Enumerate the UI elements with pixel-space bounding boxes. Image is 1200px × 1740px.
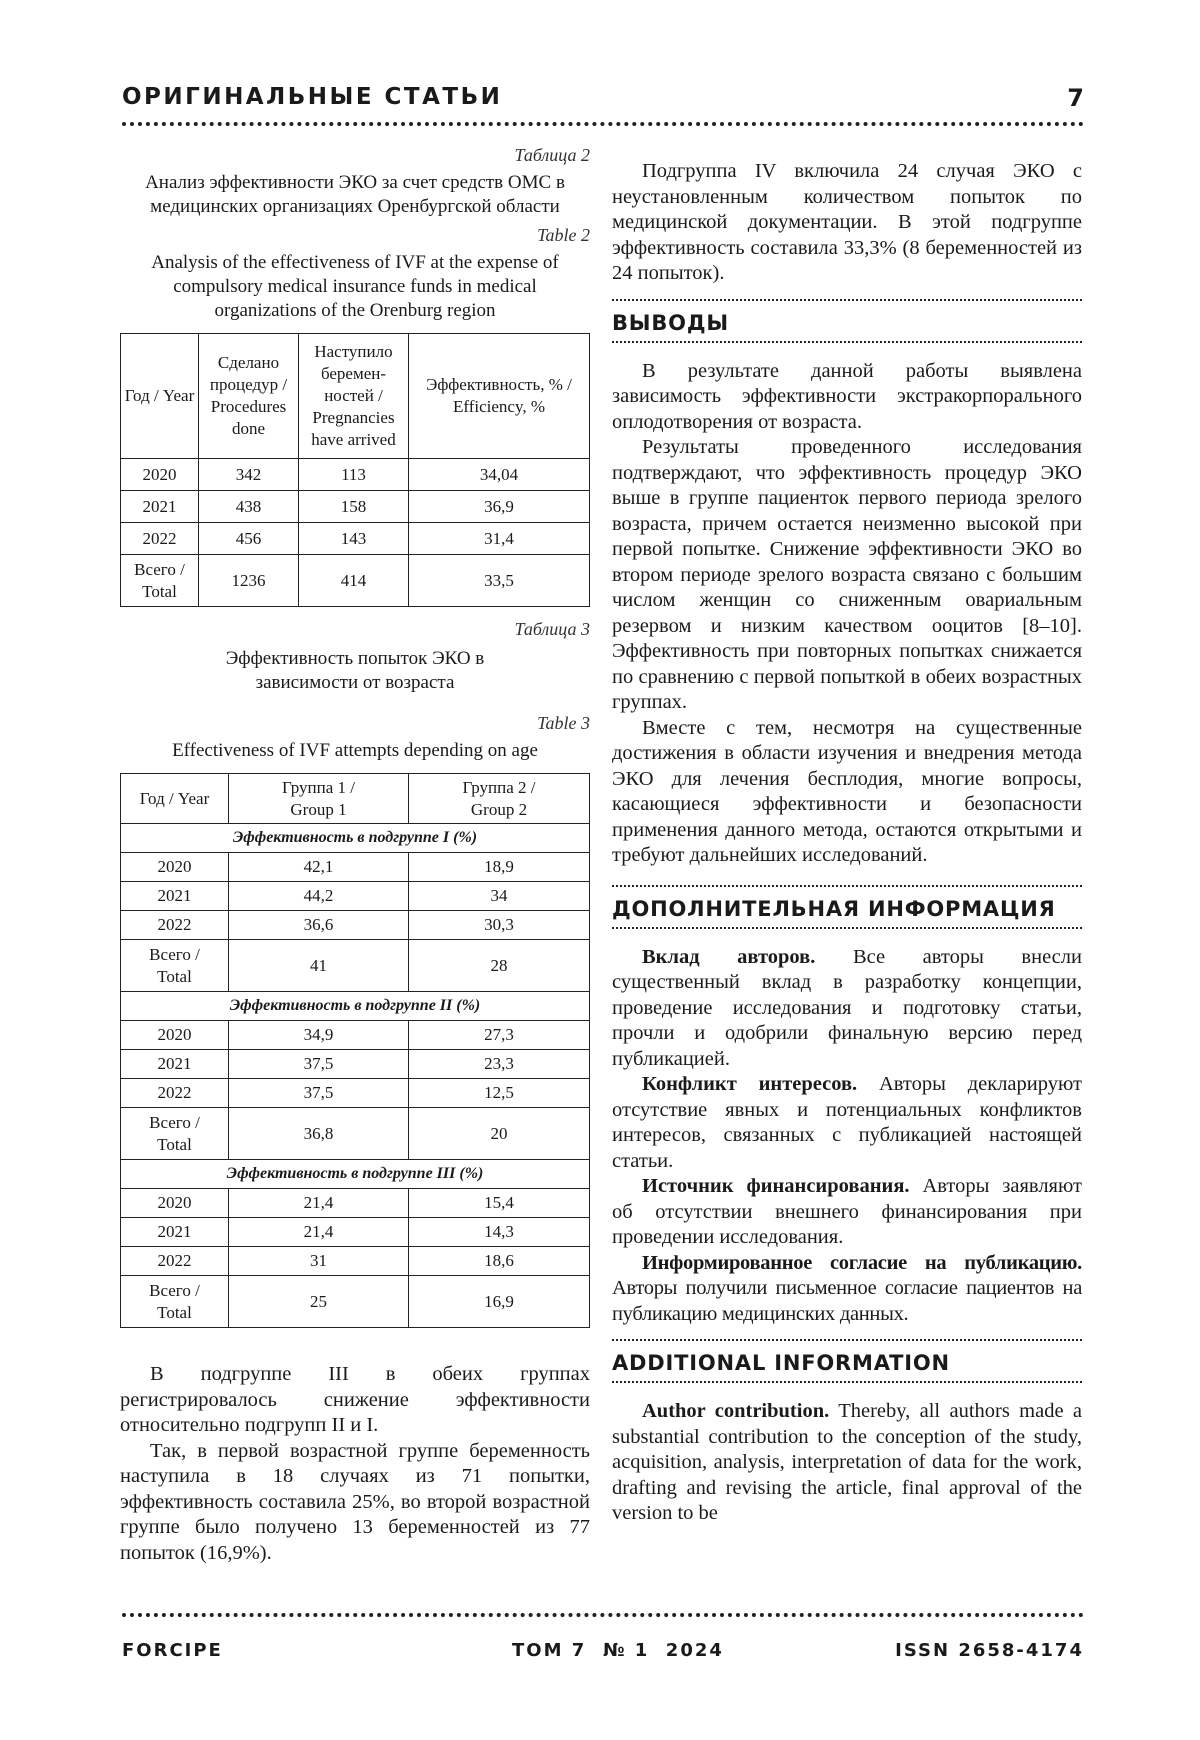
body-paragraph: В результате данной работы выявлена зависимость эффективности экстракорпорального оплодотворения от возраста. (612, 359, 1082, 433)
body-paragraph: Вместе с тем, несмотря на существенные достижения в области изучения и внедрения метода ЭКО для лечения бесплодия, многие вопросы, касающиеся эффективности и безопасности применения данного метода, остаются открытыми и требуют дальнейших исследований. (612, 716, 1082, 866)
running-header (122, 84, 1084, 114)
table-cell: 113 (299, 459, 409, 491)
table3-label-en: Table 3 (537, 713, 590, 733)
table3-header-cell: Группа 1 / Group 1 (229, 774, 409, 824)
table3-header-row (121, 774, 590, 824)
table-row (121, 1189, 590, 1218)
additional-info-section-en (612, 1399, 1082, 1527)
footer-issue: ТОМ 7 № 1 2024 (512, 1640, 724, 1661)
table-cell: 12,5 (409, 1079, 590, 1108)
table-cell: 2022 (121, 523, 199, 555)
table3-subgroup-row (121, 824, 590, 853)
table2-label-en: Table 2 (537, 225, 590, 245)
table-cell: 36,6 (229, 911, 409, 940)
section-title: ОРИГИНАЛЬНЫЕ СТАТЬИ (122, 84, 503, 110)
table-cell: 21,4 (229, 1189, 409, 1218)
table-row (121, 940, 590, 992)
footer-issn: ISSN 2658-4174 (895, 1640, 1084, 1661)
table3-label-ru: Таблица 3 (514, 619, 590, 639)
table-cell: 34,9 (229, 1021, 409, 1050)
table-cell: 36,9 (409, 491, 590, 523)
table3-header-cell: Группа 2 / Group 2 (409, 774, 590, 824)
footer-journal: FORCIPE (122, 1640, 223, 1661)
table3-subgroup-row (121, 992, 590, 1021)
info-lead: Вклад авторов. (642, 945, 816, 968)
info-text: Все авторы внесли существенный вклад в разработку концепции, проведение исследования и подготовку статьи, прочли и одобрили финальную версию перед публикацией. (612, 945, 1082, 1070)
table-row (121, 491, 590, 523)
table2-header-cell: Эффективность, % / Efficiency, % (409, 334, 590, 459)
table-cell: 18,6 (409, 1247, 590, 1276)
additional-info-section-ru (612, 945, 1082, 1328)
table-row (121, 1276, 590, 1328)
table-cell: Всего / Total (121, 1108, 229, 1160)
info-paragraph (612, 1251, 1082, 1328)
table-row (121, 1247, 590, 1276)
table-cell: 2021 (121, 1050, 229, 1079)
table-cell: 143 (299, 523, 409, 555)
info-lead: Конфликт интересов. (642, 1073, 858, 1095)
table-cell: 34,04 (409, 459, 590, 491)
table-cell: 2021 (121, 491, 199, 523)
info-paragraph (612, 1174, 1082, 1251)
table-cell: 33,5 (409, 555, 590, 607)
table-row (121, 1021, 590, 1050)
table-cell: 31,4 (409, 523, 590, 555)
table-cell: 44,2 (229, 882, 409, 911)
table-cell: 14,3 (409, 1218, 590, 1247)
info-lead: Author contribution. (642, 1400, 830, 1422)
table2 (120, 333, 590, 607)
table2-caption-ru: Анализ эффективности ЭКО за счет средств ОМС в медицинских организациях Оренбургской области (145, 172, 565, 217)
subgroup-title: Эффективность в подгруппе III (%) (121, 1160, 590, 1189)
table3-caption-en: Effectiveness of IVF attempts depending on age (172, 740, 538, 761)
info-text: Авторы получили письменное согласие пациентов на публикацию медицинских данных. (612, 1277, 1082, 1325)
table-row (121, 1050, 590, 1079)
table-cell: 37,5 (229, 1050, 409, 1079)
table-cell: 158 (299, 491, 409, 523)
table-cell: 28 (409, 940, 590, 992)
table-row (121, 853, 590, 882)
table-cell: 16,9 (409, 1276, 590, 1328)
table-cell: 2022 (121, 1247, 229, 1276)
table-cell: 31 (229, 1247, 409, 1276)
table3-subgroup-row (121, 1160, 590, 1189)
table2-header-cell: Наступило беремен-ностей / Pregnancies have arrived (299, 334, 409, 459)
table-cell: 42,1 (229, 853, 409, 882)
table-cell: 37,5 (229, 1079, 409, 1108)
table-cell: 1236 (199, 555, 299, 607)
conclusions-heading: ВЫВОДЫ (612, 299, 1082, 343)
table-cell: 456 (199, 523, 299, 555)
table2-header-cell: Сделано процедур / Procedures done (199, 334, 299, 459)
info-paragraph (612, 1399, 1082, 1527)
page-number: 7 (1067, 84, 1084, 112)
table-cell: 27,3 (409, 1021, 590, 1050)
table-cell: 15,4 (409, 1189, 590, 1218)
table-cell: 34 (409, 882, 590, 911)
info-text: Авторы декларируют отсутствие явных и потенциальных конфликтов интересов, связанных с публикацией настоящей статьи. (612, 1073, 1082, 1172)
table-row (121, 523, 590, 555)
info-text: Авторы заявляют об отсутствии внешнего финансирования при проведении исследования. (612, 1175, 1082, 1248)
table3 (120, 773, 590, 1328)
table-cell: 21,4 (229, 1218, 409, 1247)
table-row (121, 555, 590, 607)
table-cell: 414 (299, 555, 409, 607)
table3-header-cell: Год / Year (121, 774, 229, 824)
info-paragraph (612, 1072, 1082, 1174)
table-cell: 2020 (121, 459, 199, 491)
subgroup-title: Эффективность в подгруппе II (%) (121, 992, 590, 1021)
left-column (120, 143, 590, 1566)
table-cell: 18,9 (409, 853, 590, 882)
table2-header-row (121, 334, 590, 459)
table-cell: 41 (229, 940, 409, 992)
table-cell: 2021 (121, 882, 229, 911)
table2-caption-en: Analysis of the effectiveness of IVF at the expense of compulsory medical insurance funds in medical organizations of the Orenburg region (151, 252, 559, 321)
table-cell: 36,8 (229, 1108, 409, 1160)
body-paragraph: Результаты проведенного исследования подтверждают, что эффективность процедур ЭКО выше в группе пациенток первого периода зрелого возраста, причем остается неизменно высокой при первой попытке. Снижение эффективности ЭКО во втором периоде зрелого возраста связано с большим числом женщин со сниженным овариальным резервом и низким качеством ооцитов [8–10]. Эффективность при повторных попытках снижается по сравнению с первой попыткой в обеих возрастных группах. (612, 436, 1082, 713)
table-row (121, 1079, 590, 1108)
table-cell: 342 (199, 459, 299, 491)
table-cell: 2022 (121, 1079, 229, 1108)
additional-info-heading-en: ADDITIONAL INFORMATION (612, 1339, 1082, 1383)
table-row (121, 1108, 590, 1160)
subgroup-title: Эффективность в подгруппе I (%) (121, 824, 590, 853)
table-cell: 2020 (121, 1189, 229, 1218)
header-divider (122, 122, 1084, 126)
footer-divider (122, 1613, 1084, 1617)
additional-info-heading-ru: ДОПОЛНИТЕЛЬНАЯ ИНФОРМАЦИЯ (612, 885, 1082, 929)
table-cell: 2022 (121, 911, 229, 940)
info-text: Thereby, all authors made a substantial contribution to the conception of the study, acquisition, analysis, interpretation of data for the work, drafting and revising the article, final approval of the version to be (612, 1400, 1082, 1524)
info-paragraph (612, 945, 1082, 1073)
table-cell: 25 (229, 1276, 409, 1328)
table-cell: 438 (199, 491, 299, 523)
table2-header-cell: Год / Year (121, 334, 199, 459)
info-lead: Источник финансирования. (642, 1175, 910, 1197)
table-row (121, 911, 590, 940)
table-row (121, 882, 590, 911)
conclusions-section (612, 359, 1082, 869)
table-cell: Всего / Total (121, 1276, 229, 1328)
info-lead: Информированное согласие на публикацию. (642, 1251, 1082, 1274)
body-paragraph: Так, в первой возрастной группе беременность наступила в 18 случаях из 71 попытки, эффективность составила 25%, во второй возрастной группе было получено 13 беременностей из 77 попыток (16,9%). (120, 1439, 590, 1564)
table3-caption-ru: Эффективность попыток ЭКО в зависимости от возраста (225, 648, 485, 693)
table-cell: 23,3 (409, 1050, 590, 1079)
table-cell: Всего / Total (121, 940, 229, 992)
table-cell: 20 (409, 1108, 590, 1160)
table-cell: Всего / Total (121, 555, 199, 607)
body-paragraph: Подгруппа IV включила 24 случая ЭКО с неустановленным количеством попыток по медицинской документации. В этой подгруппе эффективность составила 33,3% (8 беременностей из 24 попыток). (612, 160, 1082, 284)
table-row (121, 459, 590, 491)
table-cell: 30,3 (409, 911, 590, 940)
table2-label-ru: Таблица 2 (514, 145, 590, 165)
table-cell: 2021 (121, 1218, 229, 1247)
body-paragraph: В подгруппе III в обеих группах регистрировалось снижение эффективности относительно подгрупп II и I. (120, 1363, 590, 1436)
table-cell: 2020 (121, 1021, 229, 1050)
table-row (121, 1218, 590, 1247)
table-cell: 2020 (121, 853, 229, 882)
right-column (612, 159, 1082, 1527)
